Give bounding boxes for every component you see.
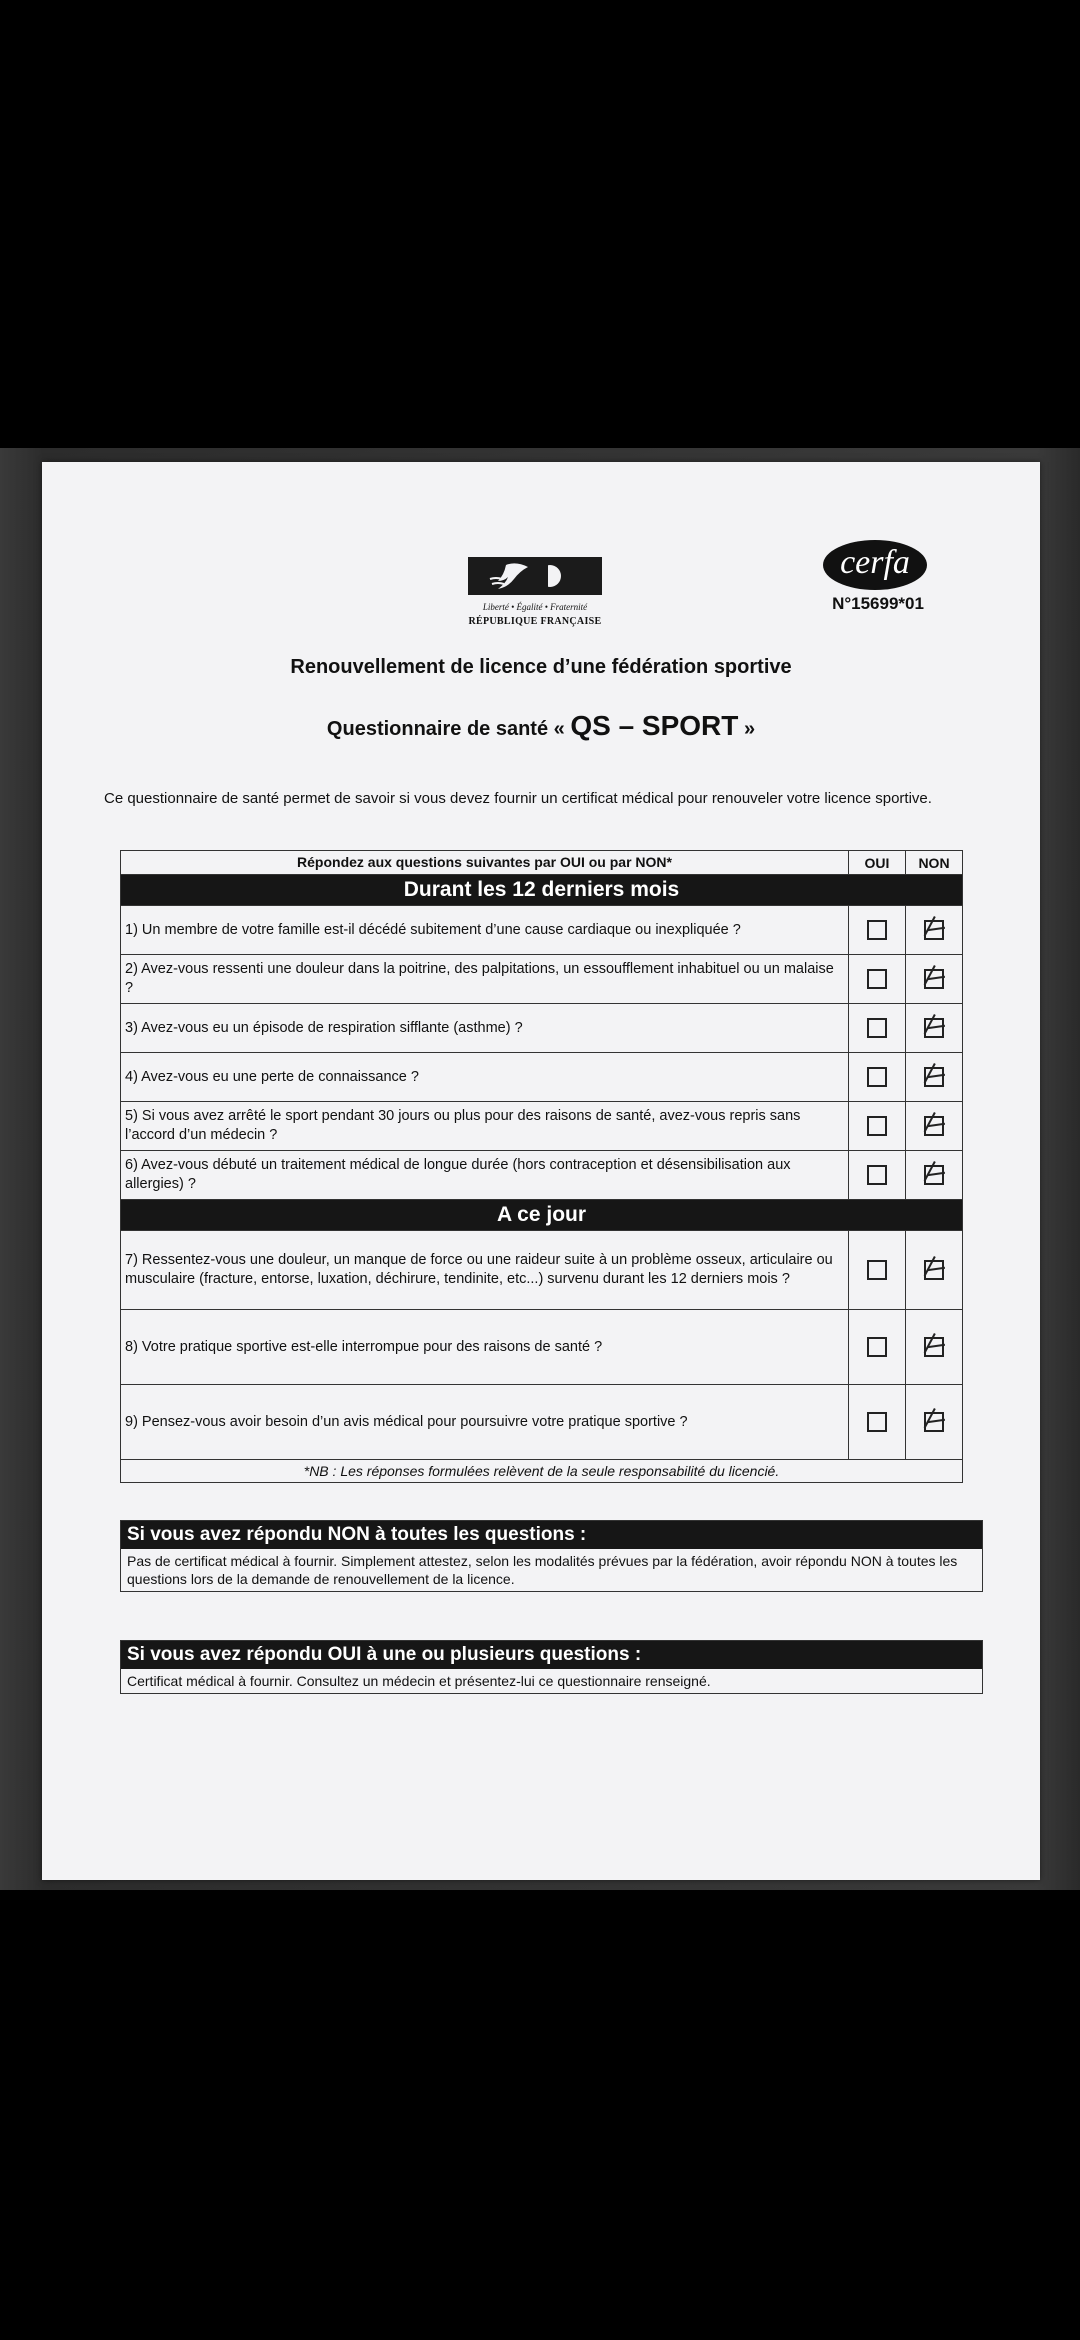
yes-column-header: OUI [848,851,905,874]
question-row [121,1052,962,1101]
section-today: A ce jour [121,1199,962,1230]
info-box-oui [120,1640,983,1694]
form-sheet [42,462,1040,1880]
republic-motto: Liberté • Égalité • Fraternité [482,602,588,612]
yes-checkbox[interactable] [867,1337,887,1357]
question-text: 2) Avez-vous ressenti une douleur dans la poitrine, des palpitations, un essoufflement inhabituel ou un malaise ? [125,961,834,996]
no-checkbox[interactable] [924,1412,944,1432]
question-row [121,954,962,1003]
yes-checkbox[interactable] [867,1116,887,1136]
form-title: Renouvellement de licence d’une fédération sportive [290,656,792,678]
cerfa-logo: cerfa [823,540,927,590]
question-text: 9) Pensez-vous avoir besoin d’un avis médical pour poursuivre votre pratique sportive ? [125,1413,688,1430]
question-text: 4) Avez-vous eu une perte de connaissance ? [125,1068,419,1085]
question-text: 1) Un membre de votre famille est-il décédé subitement d’une cause cardiaque ou inexpliquée ? [125,921,741,938]
no-checkbox[interactable] [924,1116,944,1136]
yes-checkbox[interactable] [867,1260,887,1280]
yes-checkbox[interactable] [867,920,887,940]
yes-checkbox[interactable] [867,969,887,989]
no-checkbox[interactable] [924,1260,944,1280]
question-text: 3) Avez-vous eu un épisode de respiration sifflante (asthme) ? [125,1019,523,1036]
info-oui-body: Certificat médical à fournir. Consultez un médecin et présentez-lui ce questionnaire renseigné. [127,1673,711,1689]
question-text: 5) Si vous avez arrêté le sport pendant 30 jours ou plus pour des raisons de santé, avez-vous repris sans l’accord d’un médecin ? [125,1108,801,1143]
no-checkbox[interactable] [924,1337,944,1357]
yes-checkbox[interactable] [867,1067,887,1087]
yes-checkbox[interactable] [867,1018,887,1038]
no-column-header: NON [905,851,962,874]
subtitle-qs-sport: QS – SPORT [570,710,739,741]
question-text: 8) Votre pratique sportive est-elle interrompue pour des raisons de santé ? [125,1338,603,1355]
info-non-heading: Si vous avez répondu NON à toutes les questions : [121,1521,982,1549]
question-row [121,1003,962,1052]
question-row [121,905,962,954]
info-non-body: Pas de certificat médical à fournir. Simplement attestez, selon les modalités prévues par la fédération, avoir répondu NON à toutes les questions lors de la demande de renouvellement de la licence. [127,1553,958,1587]
yes-checkbox[interactable] [867,1412,887,1432]
info-box-non [120,1520,983,1592]
subtitle-suffix: » [738,718,756,740]
table-header-row [121,851,962,874]
question-text: 7) Ressentez-vous une douleur, un manque de force ou une raideur suite à un problème osseux, articulaire ou musculaire (fracture, entorse, luxation, déchirure, tendinite, etc...) survenu durant les 12 derniers mois ? [125,1252,833,1287]
no-checkbox[interactable] [924,1165,944,1185]
instruction-header: Répondez aux questions suivantes par OUI ou par NON* [297,854,672,870]
intro-text: Ce questionnaire de santé permet de savoir si vous devez fournir un certificat médical pour renouveler votre licence sportive. [104,790,932,807]
questionnaire-table [120,850,963,1483]
no-checkbox[interactable] [924,1067,944,1087]
question-row [121,1150,962,1199]
question-text: 6) Avez-vous débuté un traitement médical de longue durée (hors contraception et désensibilisation aux allergies) ? [125,1157,791,1192]
question-row [121,1230,962,1309]
info-oui-heading: Si vous avez répondu OUI à une ou plusieurs questions : [121,1641,982,1669]
marianne-logo [468,557,602,595]
cerfa-number: N°15699*01 [832,594,924,613]
subtitle-prefix: Questionnaire de santé « [326,718,571,740]
nb-note: *NB : Les réponses formulées relèvent de la seule responsabilité du licencié. [121,1459,962,1482]
no-checkbox[interactable] [924,920,944,940]
section-last-12-months: Durant les 12 derniers mois [121,874,962,905]
form-subtitle [42,710,1040,742]
question-row [121,1101,962,1150]
republic-name: RÉPUBLIQUE FRANÇAISE [468,616,602,627]
question-row [121,1384,962,1459]
yes-checkbox[interactable] [867,1165,887,1185]
no-checkbox[interactable] [924,1018,944,1038]
no-checkbox[interactable] [924,969,944,989]
question-row [121,1309,962,1384]
